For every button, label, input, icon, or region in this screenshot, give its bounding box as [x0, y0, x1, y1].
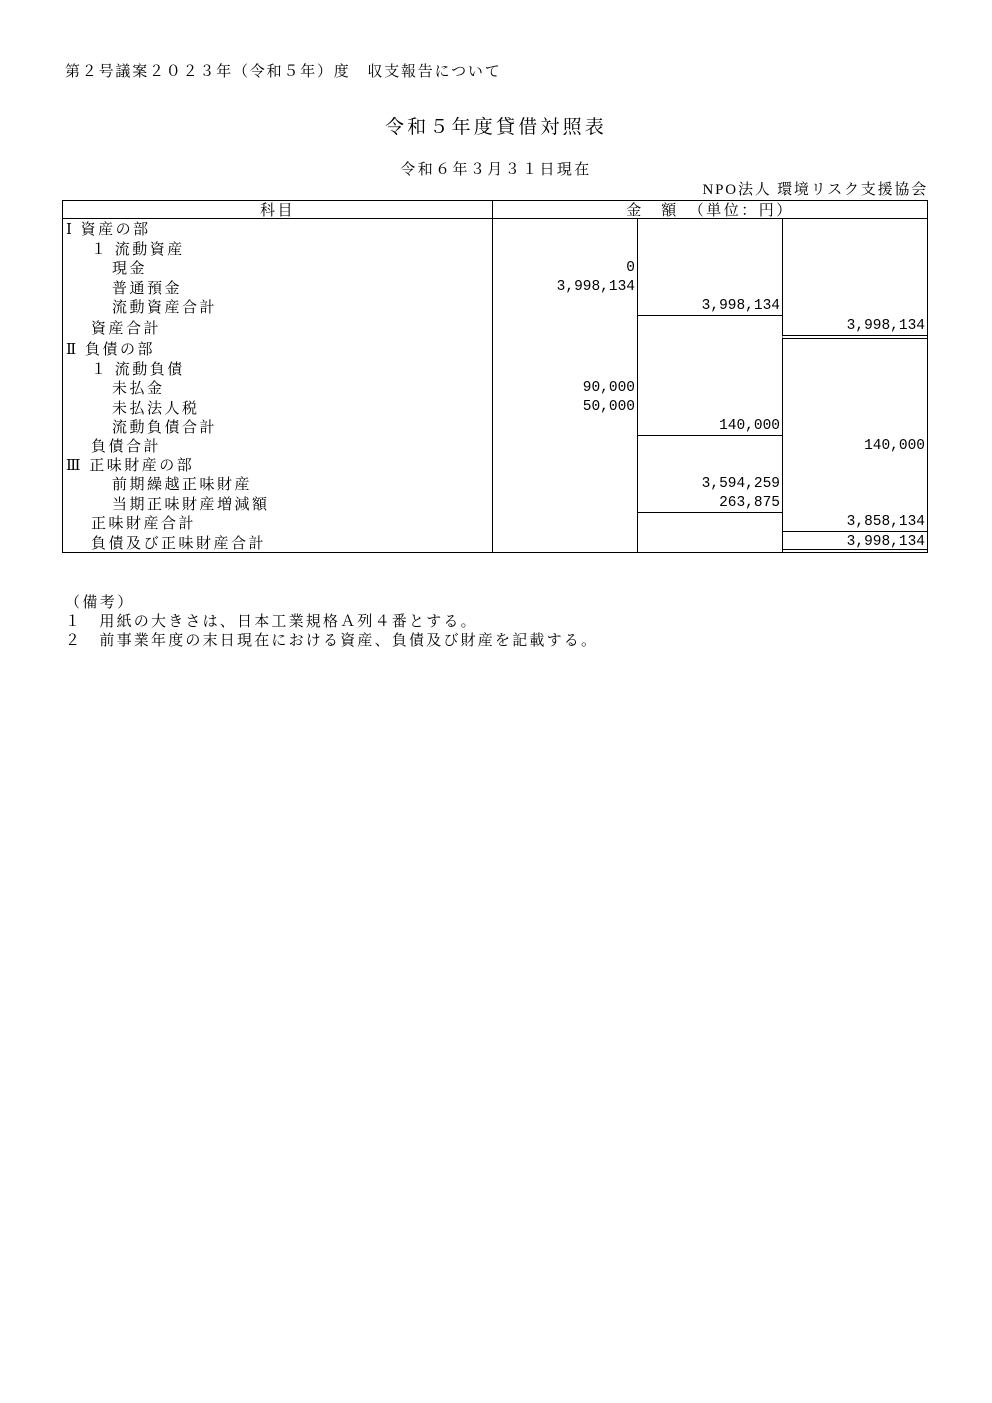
row-grand-total — [63, 532, 927, 552]
row-label: 前期繰越正味財産 — [112, 477, 253, 493]
row-label: 当期正味財産増減額 — [112, 496, 270, 513]
empty-cell — [782, 493, 927, 513]
row-label: 現金 — [112, 261, 148, 277]
row-current-assets-heading — [63, 238, 927, 258]
empty-cell — [637, 532, 782, 552]
remarks-item: ２ 前事業年度の末日現在における資産、負債及び財産を記載する。 — [65, 633, 599, 649]
empty-cell — [637, 219, 782, 238]
row-liabilities-heading — [63, 339, 927, 358]
item-amount: 90,000 — [492, 378, 637, 397]
row-label: 流動負債合計 — [112, 420, 218, 436]
row-current-assets-subtotal — [63, 297, 927, 316]
empty-cell — [637, 513, 782, 532]
row-current-liabilities-heading — [63, 358, 927, 378]
item-amount: 3,998,134 — [492, 277, 637, 297]
total-amount: 3,998,134 — [782, 316, 927, 339]
row-corporate-tax-payable — [63, 397, 927, 417]
row-label: 普通預金 — [112, 280, 183, 297]
empty-cell — [492, 339, 637, 358]
empty-cell — [782, 258, 927, 277]
row-assets-total — [63, 316, 927, 339]
row-label: 未払法人税 — [112, 400, 200, 417]
balance-sheet-table — [62, 200, 928, 553]
empty-cell — [637, 455, 782, 474]
agenda-heading: 第２号議案２０２３年（令和５年）度 収支報告について — [65, 64, 502, 80]
empty-cell — [492, 532, 637, 552]
row-label: 流動資産合計 — [112, 300, 218, 316]
item-amount: 0 — [492, 258, 637, 277]
empty-cell — [492, 297, 637, 316]
subsection-heading: １ 流動資産 — [91, 241, 185, 258]
section-heading: Ⅱ 負債の部 — [66, 342, 155, 358]
row-prior-net-assets — [63, 474, 927, 493]
row-label: 負債及び正味財産合計 — [91, 535, 267, 552]
empty-cell — [782, 378, 927, 397]
subsection-heading: １ 流動負債 — [91, 361, 185, 378]
empty-cell — [782, 455, 927, 474]
section-heading: Ⅲ 正味財産の部 — [66, 458, 195, 474]
row-accounts-payable — [63, 378, 927, 397]
item-amount: 50,000 — [492, 397, 637, 417]
empty-cell — [637, 339, 782, 358]
empty-cell — [782, 297, 927, 316]
empty-cell — [782, 474, 927, 493]
empty-cell — [782, 277, 927, 297]
row-label: 資産合計 — [91, 321, 162, 337]
empty-cell — [637, 436, 782, 455]
row-net-assets-change — [63, 493, 927, 513]
row-cash — [63, 258, 927, 277]
row-current-liabilities-subtotal — [63, 417, 927, 436]
empty-cell — [782, 397, 927, 417]
empty-cell — [782, 358, 927, 378]
total-amount: 140,000 — [782, 436, 927, 455]
row-liabilities-total — [63, 436, 927, 455]
row-net-assets-heading — [63, 455, 927, 474]
as-of-date: 令和６年３月３１日現在 — [400, 162, 592, 178]
empty-cell — [782, 417, 927, 436]
empty-cell — [637, 378, 782, 397]
empty-cell — [492, 474, 637, 493]
empty-cell — [637, 397, 782, 417]
empty-cell — [492, 513, 637, 532]
amount-column-header: 金 額 （単位：円） — [492, 201, 927, 218]
empty-cell — [492, 417, 637, 436]
empty-cell — [637, 258, 782, 277]
item-amount: 263,875 — [637, 493, 782, 513]
empty-cell — [637, 316, 782, 339]
subtotal-amount: 3,998,134 — [637, 297, 782, 316]
empty-cell — [637, 238, 782, 258]
subtotal-amount: 140,000 — [637, 417, 782, 436]
empty-cell — [637, 358, 782, 378]
empty-cell — [492, 219, 637, 238]
remarks-item: １ 用紙の大きさは、日本工業規格Ａ列４番とする。 — [65, 614, 478, 630]
row-ordinary-deposit — [63, 277, 927, 297]
item-amount: 3,594,259 — [637, 474, 782, 493]
empty-cell — [492, 238, 637, 258]
row-label: 正味財産合計 — [91, 516, 197, 532]
organization-name: NPO法人 環境リスク支援協会 — [702, 182, 928, 198]
empty-cell — [782, 219, 927, 238]
row-assets-heading — [63, 219, 927, 238]
empty-cell — [492, 455, 637, 474]
subject-column-header: 科目 — [259, 203, 295, 219]
empty-cell — [782, 339, 927, 358]
document-title: 令和５年度貸借対照表 — [384, 117, 607, 138]
empty-cell — [492, 316, 637, 339]
row-net-assets-total — [63, 513, 927, 532]
section-heading: Ⅰ 資産の部 — [66, 222, 151, 238]
empty-cell — [637, 277, 782, 297]
table-header-row — [63, 201, 927, 219]
empty-cell — [782, 238, 927, 258]
remarks-heading: （備考） — [65, 595, 135, 611]
row-label: 未払金 — [112, 381, 165, 397]
row-label: 負債合計 — [91, 439, 162, 455]
empty-cell — [492, 436, 637, 455]
empty-cell — [492, 358, 637, 378]
empty-cell — [492, 493, 637, 513]
grand-total-amount: 3,998,134 — [782, 532, 927, 552]
total-amount: 3,858,134 — [782, 513, 927, 532]
